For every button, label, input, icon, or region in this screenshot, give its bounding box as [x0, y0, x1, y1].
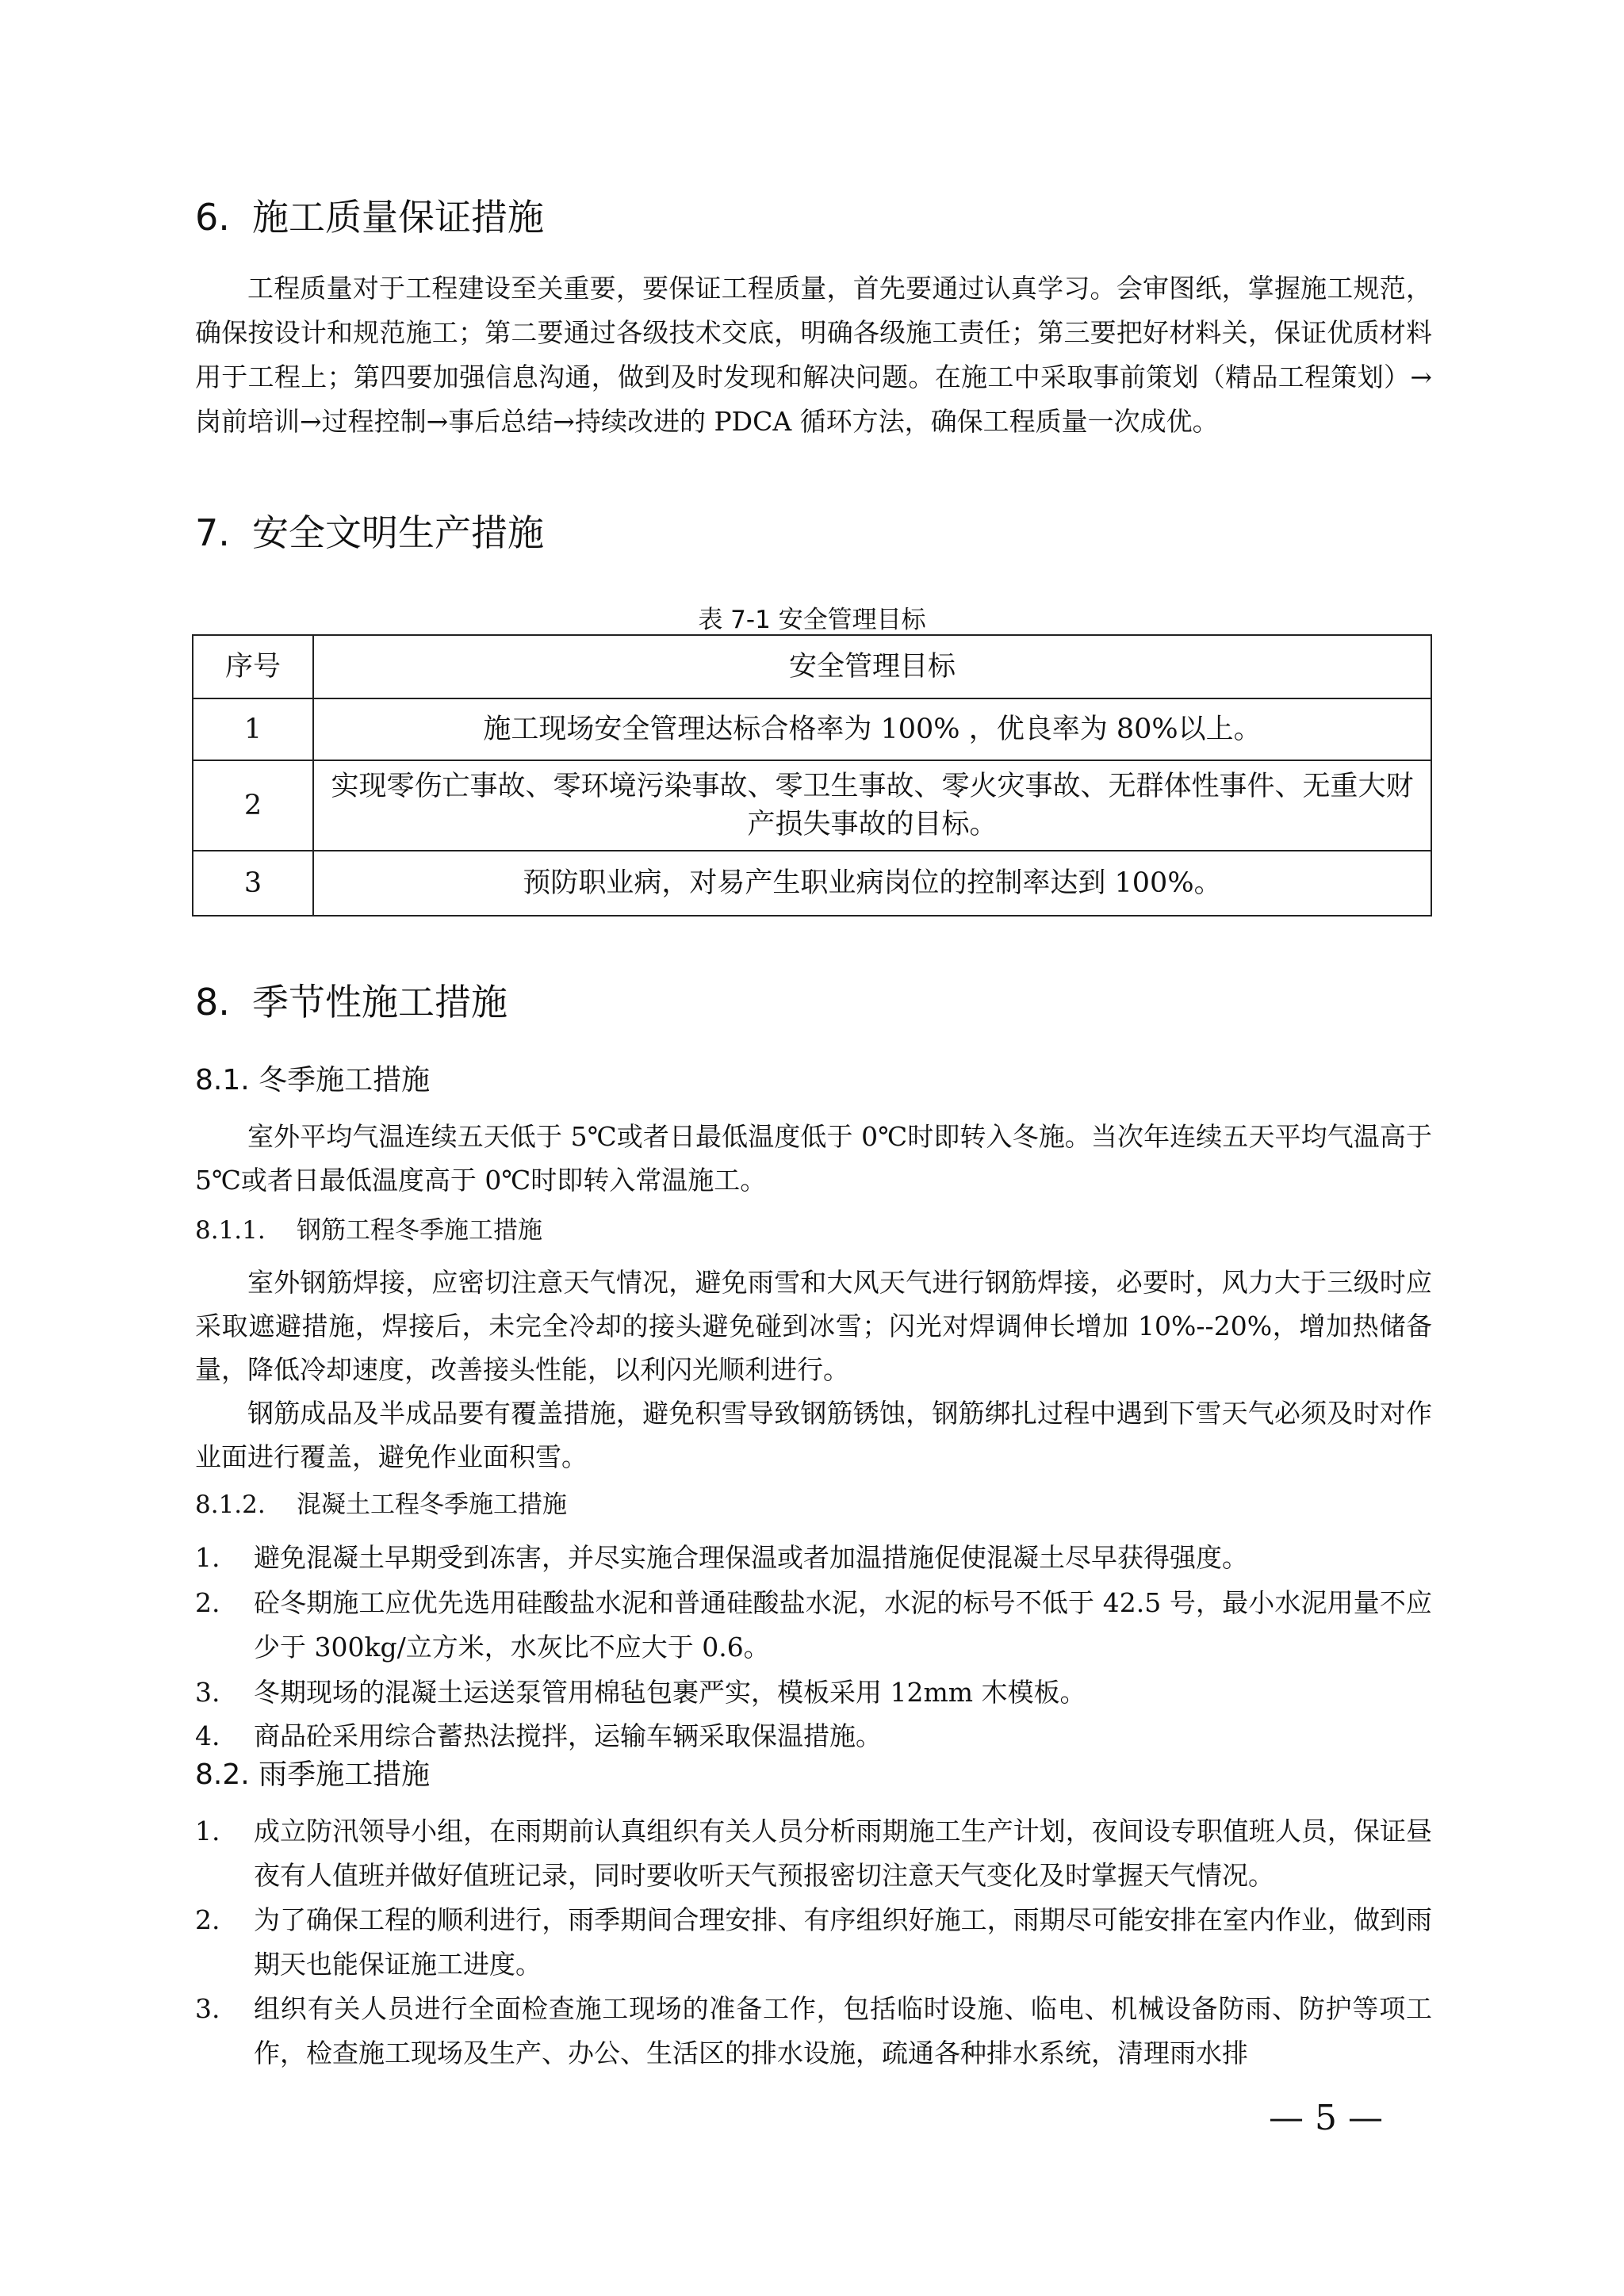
- list-item-text: 成立防汛领导小组，在雨期前认真组织有关人员分析雨期施工生产计划，夜间设专职值班人员，保证昼夜有人值班并做好值班记录，同时要收听天气预报密切注意天气变化及时掌握天气情况。: [254, 1816, 1432, 1891]
- section-heading-8: [195, 974, 508, 1026]
- list-item-text: 冬期现场的混凝土运送泵管用棉毡包裹严实，模板采用 12mm 木模板。: [254, 1677, 1086, 1708]
- section-number: 8.: [195, 981, 230, 1024]
- list-item: [195, 1987, 1432, 2076]
- list-item: [195, 1670, 1432, 1715]
- subsection-heading-8-2: 8.2. 雨季施工措施: [195, 1758, 431, 1791]
- section-number: 6.: [195, 196, 230, 239]
- section-title: 施工质量保证措施: [252, 196, 544, 239]
- list-item-number: 3.: [195, 1677, 220, 1708]
- list-item-text: 为了确保工程的顺利进行，雨季期间合理安排、有序组织好施工，雨期尽可能安排在室内作业，做到雨期天也能保证施工进度。: [254, 1904, 1432, 1980]
- paragraph-winter-intro: 室外平均气温连续五天低于 5℃或者日最低温度低于 0℃时即转入冬施。当次年连续五天平均气温高于 5℃或者日最低温度高于 0℃时即转入常温施工。: [195, 1121, 1432, 1196]
- table-row: [193, 851, 1431, 916]
- table-header-cell: 序号: [193, 635, 313, 698]
- paragraph-rebar-cover: 钢筋成品及半成品要有覆盖措施，避免积雪导致钢筋锈蚀，钢筋绑扎过程中遇到下雪天气必须及时对作业面进行覆盖，避免作业面积雪。: [195, 1398, 1432, 1472]
- table-cell-target: 施工现场安全管理达标合格率为 100% ，优良率为 80%以上。: [313, 698, 1431, 760]
- paragraph-quality: 工程质量对于工程建设至关重要，要保证工程质量，首先要通过认真学习。会审图纸，掌握施工规范，确保按设计和规范施工；第二要通过各级技术交底，明确各级施工责任；第三要把好材料关，保证优质材料用于工程上；第四要加强信息沟通，做到及时发现和解决问题。在施工中采取事前策划（精品工程策划）→岗前培训→过程控制→事后总结→持续改进的 PDCA 循环方法，确保工程质量一次成优。: [195, 273, 1432, 437]
- list-item-number: 3.: [195, 1993, 220, 2024]
- list-item-text: 组织有关人员进行全面检查施工现场的准备工作，包括临时设施、临电、机械设备防雨、防护等项工作，检查施工现场及生产、办公、生活区的排水设施，疏通各种排水系统，清理雨水排: [254, 1993, 1432, 2068]
- subsubsection-number: 8.1.2.: [195, 1490, 266, 1519]
- list-item-number: 1.: [195, 1542, 220, 1573]
- table-row: [193, 760, 1431, 851]
- paragraph-rebar-welding: 室外钢筋焊接，应密切注意天气情况，避免雨雪和大风天气进行钢筋焊接，必要时，风力大于三级时应采取遮避措施，焊接后，未完全冷却的接头避免碰到冰雪；闪光对焊调伸长增加 10%--20%，增加热储备量，降低冷却速度，改善接头性能，以利闪光顺利进行。: [195, 1267, 1432, 1385]
- subsubsection-title: 混凝土工程冬季施工措施: [297, 1490, 567, 1519]
- subsection-heading-8-1: 8.1. 冬季施工措施: [195, 1064, 431, 1096]
- section-title: 季节性施工措施: [252, 981, 508, 1024]
- list-item: [195, 1536, 1432, 1580]
- list-item-number: 4.: [195, 1720, 220, 1751]
- subsubsection-heading-8-1-2: [195, 1484, 567, 1520]
- table-cell-index: 3: [193, 851, 313, 916]
- subsubsection-number: 8.1.1.: [195, 1216, 266, 1245]
- list-item-text: 砼冬期施工应优先选用硅酸盐水泥和普通硅酸盐水泥，水泥的标号不低于 42.5 号，最小水泥用量不应少于 300kg/立方米，水灰比不应大于 0.6。: [254, 1587, 1432, 1663]
- list-item-text: 避免混凝土早期受到冻害，并尽实施合理保温或者加温措施促使混凝土尽早获得强度。: [254, 1542, 1248, 1573]
- section-heading-7: [195, 504, 544, 557]
- list-item-number: 2.: [195, 1904, 220, 1935]
- table-header-row: [193, 635, 1431, 698]
- table-header-cell: 安全管理目标: [313, 635, 1431, 698]
- list-item: [195, 1809, 1432, 1898]
- list-item-text: 商品砼采用综合蓄热法搅拌，运输车辆采取保温措施。: [254, 1720, 882, 1751]
- safety-target-table: [192, 634, 1432, 916]
- section-title: 安全文明生产措施: [252, 511, 544, 554]
- subsubsection-heading-8-1-1: [195, 1210, 542, 1246]
- table-cell-target: 实现零伤亡事故、零环境污染事故、零卫生事故、零火灾事故、无群体性事件、无重大财产损失事故的目标。: [313, 760, 1431, 851]
- table-cell-target: 预防职业病，对易产生职业病岗位的控制率达到 100%。: [313, 851, 1431, 916]
- page-number: — 5 —: [1269, 2098, 1383, 2138]
- section-number: 7.: [195, 511, 230, 554]
- list-item: [195, 1898, 1432, 1987]
- table-caption: 表 7-1 安全管理目标: [698, 606, 926, 634]
- table-cell-index: 2: [193, 760, 313, 851]
- table-cell-index: 1: [193, 698, 313, 760]
- list-item-number: 1.: [195, 1816, 220, 1846]
- list-item-number: 2.: [195, 1587, 220, 1618]
- list-item: [195, 1581, 1432, 1670]
- section-heading-6: [195, 189, 544, 241]
- table-row: [193, 698, 1431, 760]
- subsubsection-title: 钢筋工程冬季施工措施: [297, 1216, 542, 1245]
